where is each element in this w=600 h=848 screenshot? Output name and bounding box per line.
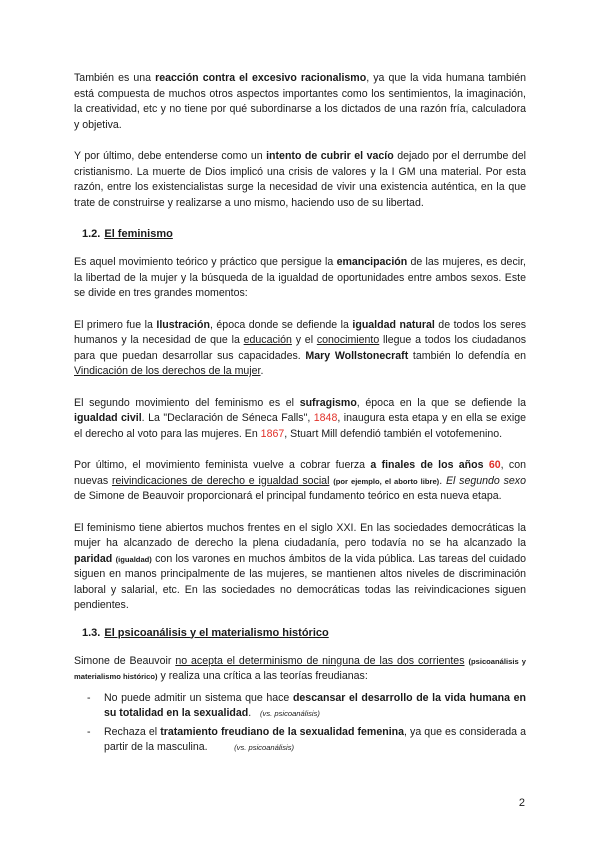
paragraph-siglo-xxi [74,521,526,614]
document-body [74,71,529,759]
text: y el [291,334,317,346]
section-number: 1.2. [82,228,101,240]
section-heading-feminismo [74,227,526,242]
small-note: (vs. psicoanálisis) [260,709,320,718]
text: El segundo movimiento del feminismo es el [74,396,300,409]
text: . [260,365,264,377]
text: dejado por el derrumbe del cristianismo. La muerte de Dios implicó una crisis de valores y la I GM una material. Por esta razón, entre los existencialistas surge la necesidad de vivir una existencia auténtica, en la que trate de construirse y realizarse a uno mismo, haciendo uso de su libertad. [74,150,527,209]
text: de las mujeres, es decir, la libertad de la mujer y la búsqueda de la igualdad de oportunidades entre ambos sexos. Este se divide en tres grandes momentos: [74,256,526,299]
paragraph-emancipacion [74,255,526,302]
text: también lo defendía en [408,349,526,362]
bold-text: Ilustración [156,318,210,331]
text: , con nuevas [74,459,526,487]
paragraph-ilustracion [74,318,526,380]
bold-text: igualdad civil [74,412,142,424]
text: y realiza una crítica a las teorías freudianas: [157,670,368,682]
text: de Simone de Beauvoir proporcionará el principal fundamento teórico en esta nueva etapa. [74,490,502,502]
bold-text: intento de cubrir el vacío [266,150,394,162]
paragraph-vacio [74,149,526,211]
underlined-text: educación [243,334,292,346]
section-number: 1.3. [82,626,101,639]
text: Y por último, debe entenderse como un [74,150,267,162]
bold-text: Mary Wollstonecraft [305,349,409,362]
underlined-text: reivindicaciones de derecho e igualdad social [111,474,330,487]
small-note: (vs. psicoanálisis) [234,743,295,752]
small-note: (psicoanálisis y materialismo histórico) [74,656,526,681]
text: , Stuart Mill defendió también el votofemenino. [284,427,503,440]
underlined-text: Vindicación de los derechos de la mujer [74,365,261,377]
text: Rechaza el [104,725,161,738]
text: No puede admitir un sistema que hace [104,691,293,704]
paragraph-anos-60 [74,458,526,505]
small-note: (por ejemplo, el aborto libre) [333,476,440,486]
dash-bullet: - [87,725,91,738]
underlined-text: conocimiento [316,334,380,346]
text: El primero fue la [74,318,157,331]
critique-list [74,691,529,756]
bold-text: igualdad natural [352,318,435,331]
paragraph-beauvoir [74,654,526,685]
underlined-text: no acepta el determinismo de ninguna de las dos corrientes [175,654,465,667]
list-item [74,725,529,756]
text: También es una [74,72,156,84]
bold-text: descansar el desarrollo de la vida humana en su totalidad en la sexualidad [104,691,526,719]
year-highlight: 60 [488,459,501,471]
text: . [248,707,261,719]
paragraph-racionalismo [74,71,526,133]
bold-text: reacción contra el excesivo racionalismo [155,72,367,84]
text: , ya que la vida humana también está compuesta de muchos otros aspectos importantes como los sentimientos, la imaginación, la creatividad, etc y no tiene por qué subordinarse a los dictados de una razón fría, calculadora y objetiva. [74,72,526,131]
list-item [74,691,526,722]
year-highlight: 1848 [313,412,338,424]
year-highlight: 1867 [260,427,285,440]
text: Es aquel movimiento teórico y práctico que persigue la [74,256,337,268]
text: de todos los seres humanos y la necesidad de que la [74,318,527,346]
bold-text: emancipación [336,256,408,268]
text: Simone de Beauvoir [74,654,176,667]
text: , inaugura esta etapa y en ella se exige el derecho al voto para las mujeres. En [74,412,526,440]
paragraph-sufragismo [74,396,526,443]
section-heading-psicoanalisis [74,626,526,641]
small-note: (igualdad) [115,554,152,564]
text: Por último, el movimiento feminista vuelve a cobrar fuerza [74,459,371,471]
dash-bullet: - [87,691,91,704]
text: . La "Declaración de Séneca Falls", [141,412,314,424]
italic-title: El segundo sexo [445,474,526,487]
text: El feminismo tiene abiertos muchos frentes en el siglo XXI. En las sociedades democráticas la mujer ha alcanzado de derecho la plena ciudadanía, pero todavía no se ha alcanzado la [74,521,526,549]
page-number: 2 [518,797,525,809]
bold-text: paridad [74,552,113,565]
bold-text: tratamiento freudiano de la sexualidad femenina [160,725,405,738]
text: llegue a todos los ciudadanos para que puedan desarrollar sus capacidades. [74,334,527,362]
text: , época en la que se defiende la [356,396,526,409]
text: . [439,474,446,487]
section-title: El feminismo [104,228,173,240]
text: , ya que es considerada a partir de la masculina. [104,725,529,753]
text: con los varones en muchos ámbitos de la vida pública. Las tareas del cuidado siguen en manos principalmente de las mujeres, se mantienen altos niveles de discriminación laboral y salarial, etc. En las sociedades no democráticas todas las reivindicaciones siguen pendientes. [74,552,526,611]
bold-text: a finales de los años [370,459,489,471]
section-title: El psicoanálisis y el materialismo histórico [104,626,329,639]
bold-text: sufragismo [299,396,357,409]
text: , época donde se defiende la [209,318,353,331]
